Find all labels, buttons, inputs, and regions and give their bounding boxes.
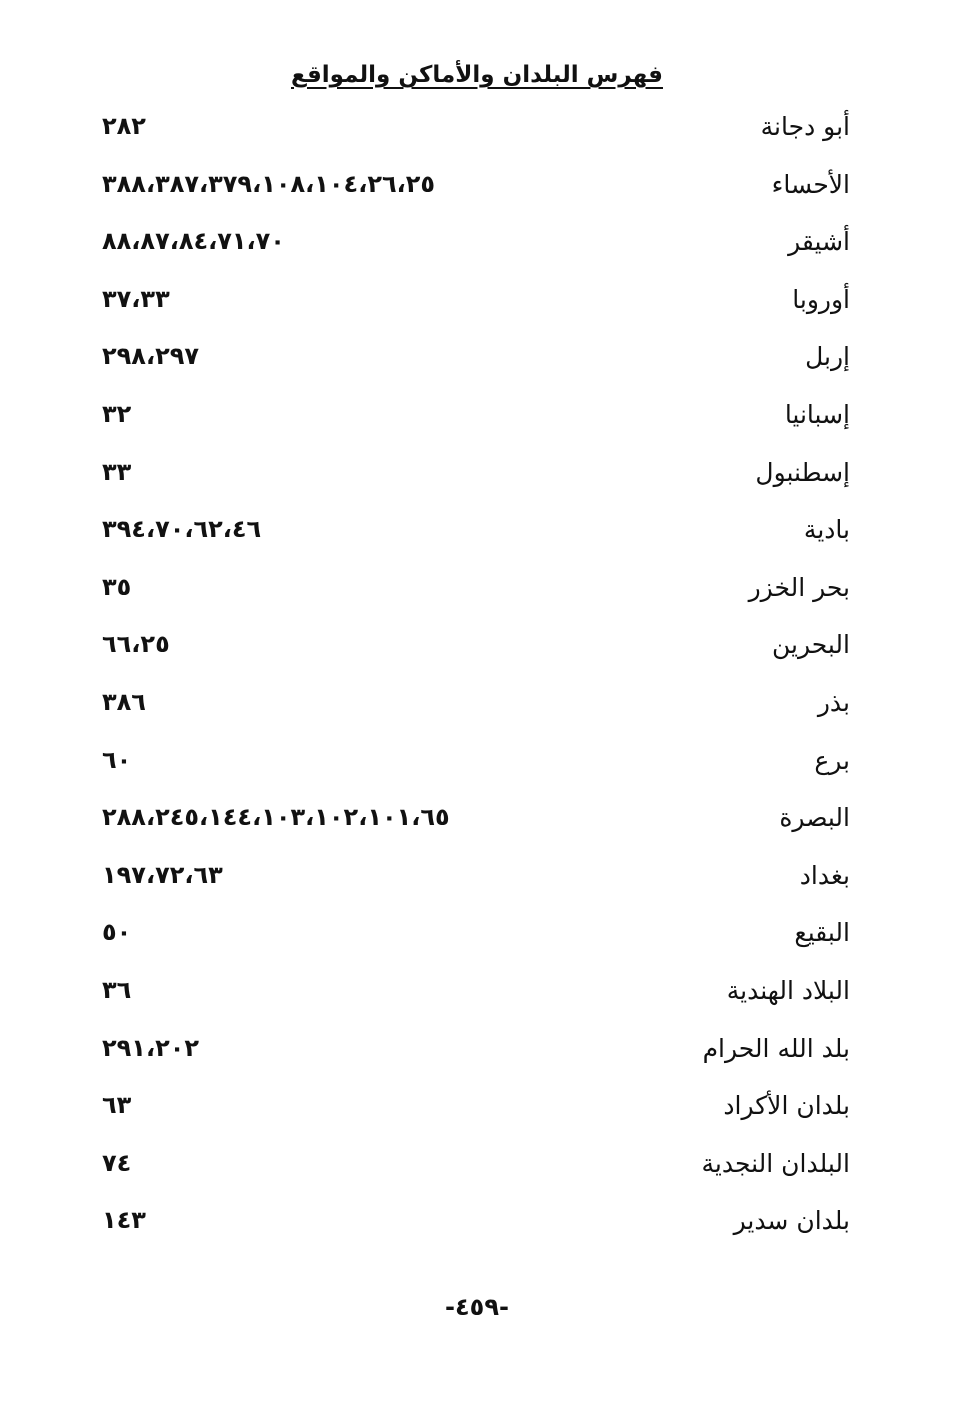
index-entry [0, 684, 954, 742]
entry-page-numbers: ٢٨٢ [102, 112, 146, 140]
entry-page-numbers: ٦٦،٢٥ [102, 630, 170, 659]
entry-place-name: بغداد [799, 860, 850, 890]
entry-place-name: البلاد الهندية [726, 975, 850, 1005]
entry-place-name: بذر [817, 687, 850, 717]
entry-place-name: أبو دجانة [760, 112, 850, 141]
index-entry [0, 223, 954, 281]
entry-page-numbers: ٣٥ [102, 572, 132, 601]
entry-place-name: بلدان سدير [733, 1206, 850, 1236]
entry-page-numbers: ٣٧،٣٣ [102, 284, 170, 313]
index-entry [0, 569, 954, 627]
index-entry [0, 396, 954, 454]
page-title: فهرس البلدان والأماكن والمواقع [291, 62, 663, 88]
entry-page-numbers: ٣٨٦ [102, 687, 146, 716]
index-entry [0, 454, 954, 512]
entry-place-name: البصرة [779, 803, 850, 833]
index-entry [0, 972, 954, 1030]
entry-page-numbers: ٣٩٤،٧٠،٦٢،٤٦ [102, 515, 262, 544]
entry-place-name: أشيقر [788, 227, 850, 257]
entry-place-name: بلد الله الحرام [702, 1033, 850, 1063]
index-entry [0, 1202, 954, 1260]
entry-place-name: الأحساء [771, 169, 850, 199]
entry-place-name: بحر الخزر [748, 572, 850, 602]
index-entry [0, 626, 954, 684]
index-entry [0, 281, 954, 339]
entry-place-name: بادية [803, 515, 850, 545]
entry-page-numbers: ٣٢ [102, 399, 132, 428]
entry-place-name: إسبانيا [784, 399, 850, 429]
entry-place-name: إربل [805, 342, 850, 372]
entry-page-numbers: ١٤٣ [102, 1206, 146, 1235]
entry-page-numbers: ٣٣ [102, 457, 132, 486]
index-entry [0, 166, 954, 224]
index-entries-list [0, 108, 954, 1260]
entry-page-numbers: ٧٤ [102, 1148, 132, 1177]
entry-page-numbers: ٢٩٨،٢٩٧ [102, 342, 200, 371]
index-entry [0, 914, 954, 972]
index-entry [0, 1030, 954, 1088]
entry-place-name: البقيع [794, 918, 850, 948]
entry-place-name: برع [814, 745, 850, 775]
entry-place-name: البلدان النجدية [701, 1148, 850, 1178]
index-entry [0, 1145, 954, 1203]
entry-page-numbers: ٦٣ [102, 1091, 132, 1120]
entry-place-name: أوروبا [792, 284, 850, 314]
index-entry [0, 742, 954, 800]
entry-page-numbers: ٦٠ [102, 745, 132, 774]
entry-page-numbers: ٨٨،٨٧،٨٤،٧١،٧٠ [102, 227, 285, 256]
index-entry [0, 511, 954, 569]
entry-page-numbers: ٢٩١،٢٠٢ [102, 1033, 200, 1062]
index-entry [0, 108, 954, 166]
index-entry [0, 1087, 954, 1145]
index-entry [0, 338, 954, 396]
page-number: -٤٥٩- [445, 1293, 509, 1321]
entry-page-numbers: ٢٨٨،٢٤٥،١٤٤،١٠٣،١٠٢،١٠١،٦٥ [102, 803, 450, 832]
entry-place-name: بلدان الأكراد [723, 1091, 850, 1121]
entry-page-numbers: ٣٨٨،٣٨٧،٣٧٩،١٠٨،١٠٤،٢٦،٢٥ [102, 169, 436, 198]
entry-page-numbers: ٣٦ [102, 975, 132, 1004]
entry-place-name: إسطنبول [755, 457, 850, 487]
index-entry [0, 857, 954, 915]
entry-page-numbers: ٥٠ [102, 918, 132, 947]
index-entry [0, 799, 954, 857]
entry-page-numbers: ١٩٧،٧٢،٦٣ [102, 860, 223, 889]
entry-place-name: البحرين [771, 630, 850, 660]
